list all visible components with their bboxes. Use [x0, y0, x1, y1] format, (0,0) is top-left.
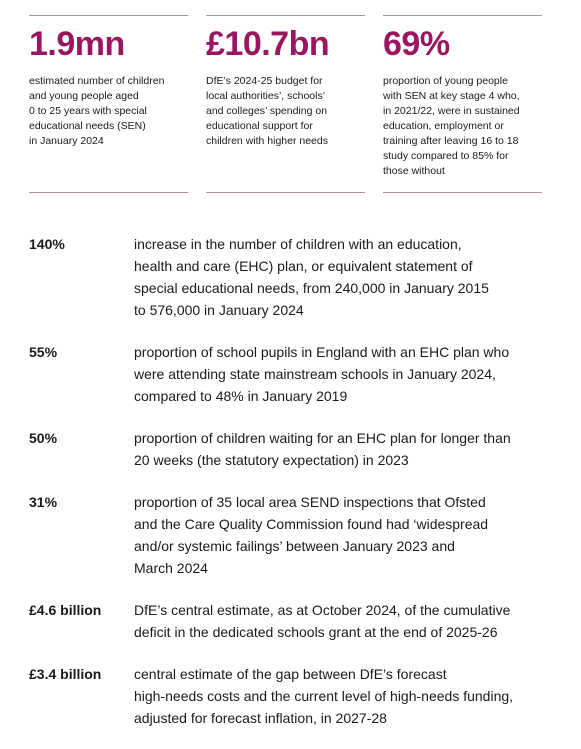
- headline-stats: [29, 15, 549, 193]
- fact-description-line: DfE’s central estimate, as at October 2024, of the cumulative: [134, 602, 511, 618]
- stat-description-line: with SEN at key stage 4 who,: [383, 90, 520, 102]
- fact-value: 140%: [29, 236, 65, 252]
- fact-description-line: central estimate of the gap between DfE’s forecast: [134, 666, 447, 682]
- fact-value: £3.4 billion: [29, 666, 102, 682]
- fact-description-line: health and care (EHC) plan, or equivalent statement of: [134, 258, 473, 274]
- stat-description-line: DfE’s 2024-25 budget for: [206, 75, 323, 87]
- fact-description: [134, 427, 559, 471]
- fact-description-line: and the Care Quality Commission found had ‘widespread: [134, 516, 489, 532]
- stat-description-line: estimated number of children: [29, 75, 165, 87]
- fact-description-line: and/or systemic failings’ between January 2023 and: [134, 538, 455, 554]
- fact-row: [29, 663, 559, 729]
- fact-row: [29, 599, 559, 643]
- fact-description: [134, 341, 559, 407]
- stat-description: [383, 74, 543, 179]
- fact-value: 55%: [29, 344, 58, 360]
- fact-description: [134, 599, 559, 643]
- stat-description-line: and colleges’ spending on: [206, 105, 328, 117]
- stat-description: [29, 74, 189, 149]
- fact-description-line: were attending state mainstream schools in January 2024,: [134, 366, 496, 382]
- stat-description-line: children with higher needs: [206, 135, 328, 147]
- fact-description-line: deficit in the dedicated schools grant at the end of 2025-26: [134, 624, 498, 640]
- fact-description: [134, 663, 559, 729]
- facts-list: [29, 233, 559, 749]
- stat-description-line: educational support for: [206, 120, 313, 132]
- fact-description-line: March 2024: [134, 560, 208, 576]
- fact-value: £4.6 billion: [29, 602, 102, 618]
- fact-description: [134, 491, 559, 579]
- fact-description-line: compared to 48% in January 2019: [134, 388, 348, 404]
- stat-description-line: those without: [383, 165, 445, 177]
- stat-description-line: study compared to 85% for: [383, 150, 509, 162]
- fact-value: 31%: [29, 494, 58, 510]
- stat-description-line: in 2021/22, were in sustained: [383, 105, 520, 117]
- fact-description-line: special educational needs, from 240,000 in January 2015: [134, 280, 489, 296]
- stat-description-line: local authorities’, schools’: [206, 90, 326, 102]
- fact-description-line: adjusted for forecast inflation, in 2027-28: [134, 710, 387, 726]
- fact-description-line: proportion of 35 local area SEND inspections that Ofsted: [134, 494, 486, 510]
- fact-description-line: increase in the number of children with an education,: [134, 236, 462, 252]
- stat-description-line: training after leaving 16 to 18: [383, 135, 519, 147]
- fact-value: 50%: [29, 430, 58, 446]
- stat-description-line: educational needs (SEN): [29, 120, 146, 132]
- fact-description-line: high-needs costs and the current level of high-needs funding,: [134, 688, 514, 704]
- fact-description-line: 20 weeks (the statutory expectation) in 2023: [134, 452, 409, 468]
- stat-card-sen-pupils: [29, 15, 188, 193]
- fact-description-line: proportion of school pupils in England with an EHC plan who: [134, 344, 510, 360]
- fact-row: [29, 233, 559, 321]
- stat-description-line: proportion of young people: [383, 75, 508, 87]
- stat-value: 69%: [383, 25, 450, 63]
- stat-value: 1.9mn: [29, 25, 125, 63]
- fact-row: [29, 427, 559, 471]
- stat-card-sustained-destinations: [383, 15, 542, 193]
- fact-row: [29, 491, 559, 579]
- stat-card-high-needs-budget: [206, 15, 365, 193]
- stat-description-line: education, employment or: [383, 120, 504, 132]
- stat-value: £10.7bn: [206, 25, 330, 63]
- stat-description-line: 0 to 25 years with special: [29, 105, 147, 117]
- stat-description-line: and young people aged: [29, 90, 139, 102]
- fact-description-line: to 576,000 in January 2024: [134, 302, 304, 318]
- stat-description: [206, 74, 366, 149]
- stat-description-line: in January 2024: [29, 135, 104, 147]
- fact-description: [134, 233, 559, 321]
- fact-description-line: proportion of children waiting for an EHC plan for longer than: [134, 430, 511, 446]
- fact-row: [29, 341, 559, 407]
